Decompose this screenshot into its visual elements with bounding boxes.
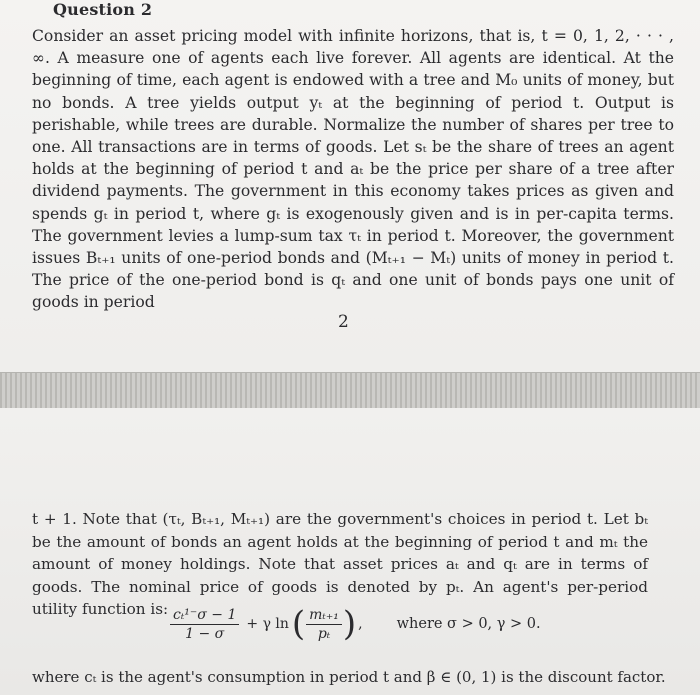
question-title: Question 2 [53,0,153,19]
utility-equation [170,598,550,650]
paragraph-government-choices: t + 1. Note that (τₜ, Bₜ₊₁, Mₜ₊₁) are the government's choices in period t. Let bₜ be the amount of bonds an agent holds at the beginning of period t and mₜ the amount of money holdings. Note that asset prices aₜ and qₜ are in terms of goods. The nominal price of goods is denoted by pₜ. An agent's per-period utility function is: [32,510,648,619]
page-break-gap [0,372,700,410]
fraction-denominator: 1 − σ [185,625,225,642]
real-money-fraction [306,607,342,642]
gamma-ln-term: + γ ln [246,616,289,632]
fraction-numerator: cₜ¹⁻σ − 1 [170,607,239,625]
money-numerator: mₜ₊₁ [306,607,342,625]
final-line: where cₜ is the agent's consumption in period t and β ∈ (0, 1) is the discount factor. [32,668,666,686]
price-denominator: pₜ [317,625,331,642]
left-paren: ( [291,604,306,644]
paragraph-model-setup: Consider an asset pricing model with infinite horizons, that is, t = 0, 1, 2, · · · , ∞. A measure one of agents each live forever. All agents are identical. At the beginning of time, each agent is endowed with a tree and M₀ units of money, but no bonds. A tree yields output yₜ at the beginning of period t. Output is perishable, while trees are durable. Normalize the number of shares per tree to one. All transactions are in terms of goods. Let sₜ be the share of trees an agent holds at the beginning of period t and aₜ be the price per share of a tree after dividend payments. The government in this economy takes prices as given and spends gₜ in period t, where gₜ is exogenously given and is in per-capita terms. The government levies a lump-sum tax τₜ in period t. Moreover, the government issues Bₜ₊₁ units of one-period bonds and (Mₜ₊₁ − Mₜ) units of money in period t. The price of the one-period bond is qₜ and one unit of bonds pays one unit of goods in period [32,27,674,312]
parameter-condition: where σ > 0, γ > 0. [396,616,541,632]
consumption-fraction [170,607,239,642]
equation-comma: , [358,616,363,632]
right-paren: ) [342,604,357,644]
page-number: 2 [338,312,349,332]
